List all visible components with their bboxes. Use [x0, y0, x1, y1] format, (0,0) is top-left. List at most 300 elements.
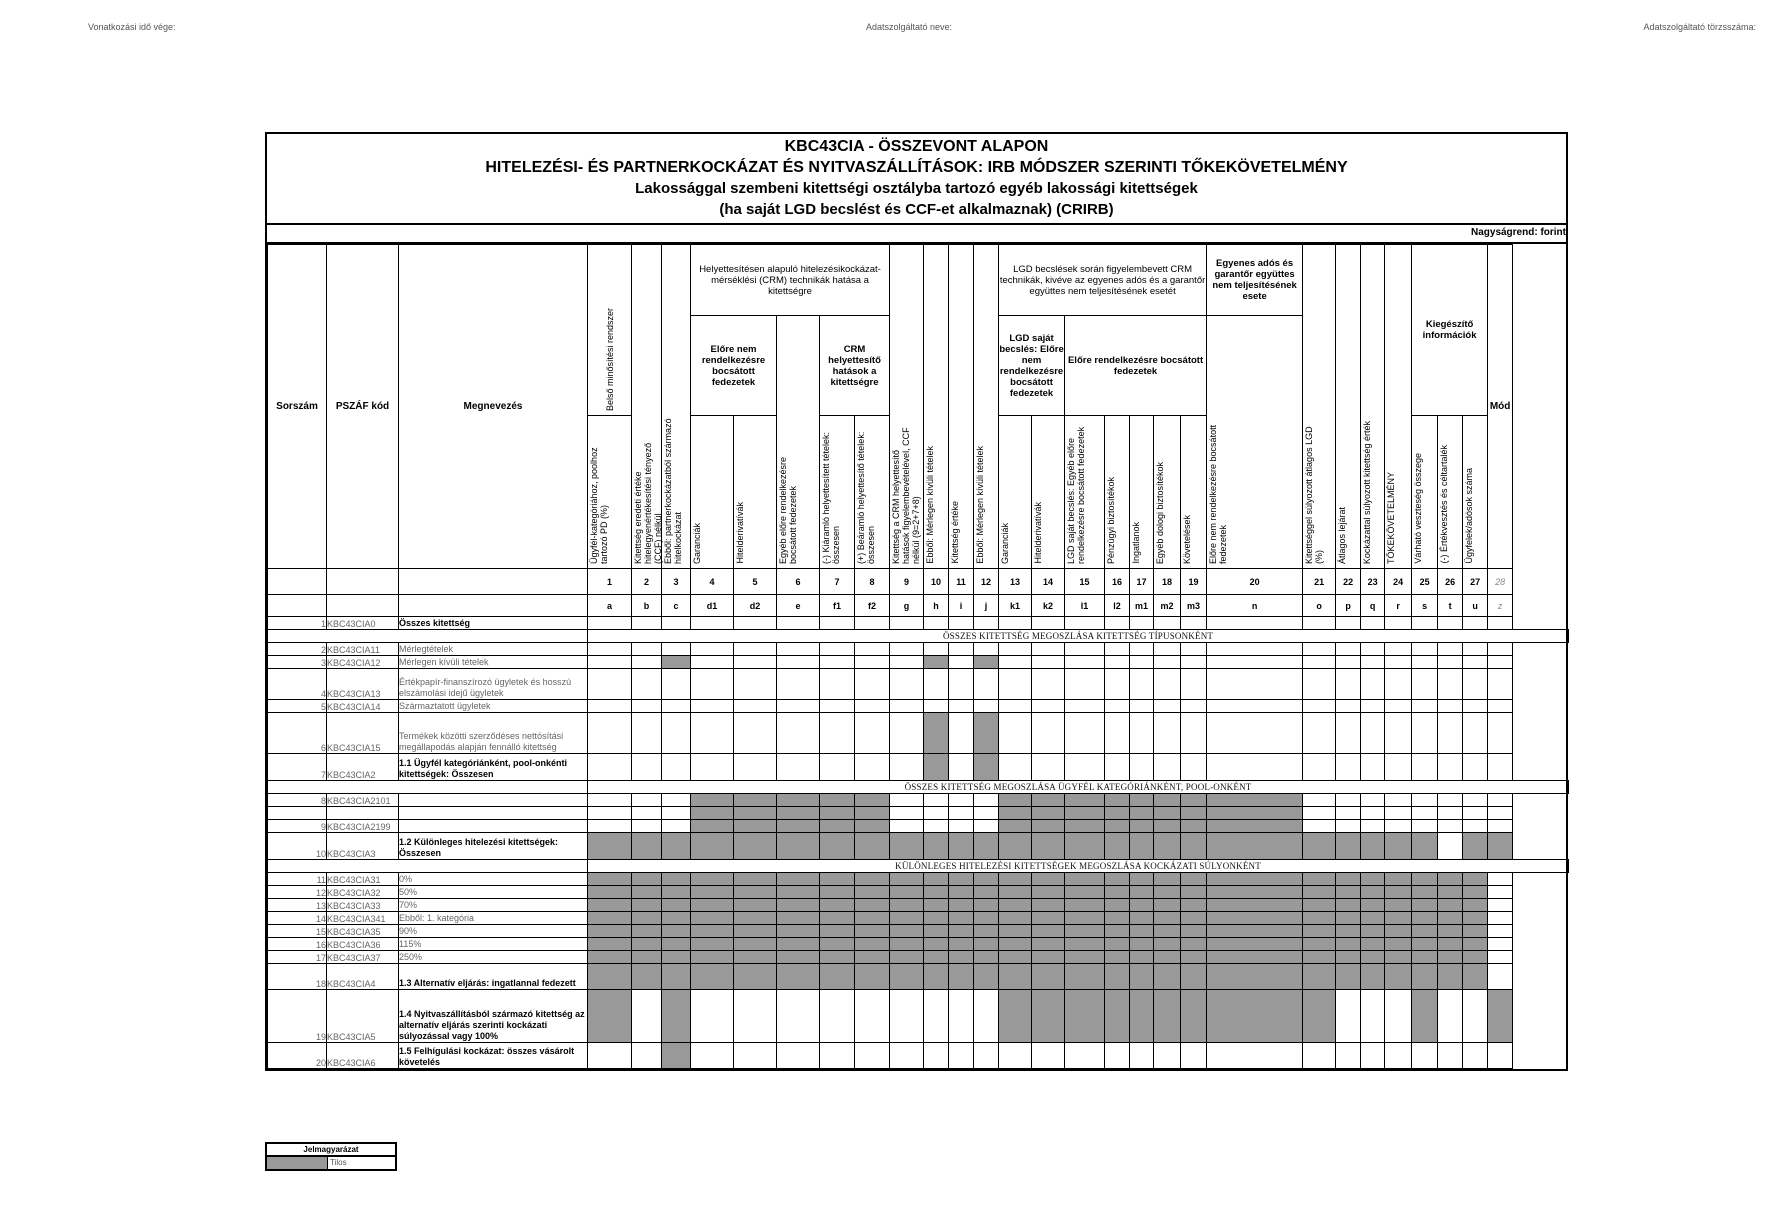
input-cell[interactable] — [1181, 713, 1207, 754]
input-cell[interactable] — [1154, 1043, 1181, 1069]
input-cell[interactable] — [855, 617, 890, 630]
input-cell[interactable] — [1361, 794, 1385, 807]
input-cell[interactable] — [820, 700, 855, 713]
input-cell[interactable] — [1130, 1043, 1154, 1069]
input-cell[interactable] — [1065, 754, 1105, 781]
input-cell[interactable] — [1181, 656, 1207, 669]
input-cell[interactable] — [890, 713, 924, 754]
forbidden-cell — [1361, 833, 1385, 860]
input-cell[interactable] — [777, 656, 820, 669]
input-cell[interactable] — [734, 713, 777, 754]
input-cell[interactable] — [1181, 669, 1207, 700]
input-cell[interactable] — [662, 807, 691, 820]
input-cell[interactable] — [1463, 807, 1488, 820]
input-cell[interactable] — [588, 820, 632, 833]
input-cell[interactable] — [1412, 643, 1438, 656]
input-cell[interactable] — [1438, 656, 1463, 669]
input-cell[interactable] — [632, 617, 662, 630]
input-cell[interactable] — [777, 1043, 820, 1069]
input-cell[interactable] — [820, 754, 855, 781]
input-cell[interactable] — [855, 990, 890, 1043]
input-cell[interactable] — [1438, 990, 1463, 1043]
input-cell[interactable] — [890, 754, 924, 781]
input-cell[interactable] — [1488, 656, 1513, 669]
input-cell[interactable] — [662, 754, 691, 781]
input-cell[interactable] — [1065, 656, 1105, 669]
input-cell[interactable] — [1438, 807, 1463, 820]
input-cell[interactable] — [1303, 794, 1336, 807]
input-cell[interactable] — [662, 820, 691, 833]
input-cell[interactable] — [691, 643, 734, 656]
input-cell[interactable] — [1336, 669, 1361, 700]
input-cell[interactable] — [1336, 990, 1361, 1043]
input-cell[interactable] — [1105, 1043, 1130, 1069]
input-cell[interactable] — [1438, 643, 1463, 656]
forbidden-cell — [855, 820, 890, 833]
input-cell[interactable] — [924, 990, 949, 1043]
input-cell[interactable] — [588, 643, 632, 656]
input-cell[interactable] — [949, 617, 974, 630]
input-cell[interactable] — [1385, 807, 1412, 820]
input-cell[interactable] — [855, 669, 890, 700]
input-cell[interactable] — [777, 990, 820, 1043]
input-cell[interactable] — [999, 1043, 1032, 1069]
input-cell[interactable] — [820, 990, 855, 1043]
input-cell[interactable] — [588, 807, 632, 820]
input-cell[interactable] — [1154, 669, 1181, 700]
input-cell[interactable] — [1105, 669, 1130, 700]
input-cell[interactable] — [1488, 617, 1513, 630]
input-cell[interactable] — [820, 1043, 855, 1069]
input-cell[interactable] — [974, 990, 999, 1043]
input-cell[interactable] — [632, 669, 662, 700]
input-cell[interactable] — [1154, 713, 1181, 754]
input-cell[interactable] — [1336, 713, 1361, 754]
input-cell[interactable] — [820, 617, 855, 630]
input-cell[interactable] — [1488, 938, 1513, 951]
input-cell[interactable] — [924, 1043, 949, 1069]
input-cell[interactable] — [890, 656, 924, 669]
input-cell[interactable] — [691, 700, 734, 713]
input-cell[interactable] — [1181, 617, 1207, 630]
input-cell[interactable] — [1412, 820, 1438, 833]
input-cell[interactable] — [949, 1043, 974, 1069]
input-cell[interactable] — [588, 794, 632, 807]
input-cell[interactable] — [691, 656, 734, 669]
input-cell[interactable] — [1488, 964, 1513, 990]
input-cell[interactable] — [1032, 1043, 1065, 1069]
input-cell[interactable] — [734, 656, 777, 669]
input-cell[interactable] — [1412, 754, 1438, 781]
input-cell[interactable] — [1336, 807, 1361, 820]
input-cell[interactable] — [820, 643, 855, 656]
input-cell[interactable] — [632, 807, 662, 820]
input-cell[interactable] — [734, 643, 777, 656]
column-number: 3 — [662, 569, 691, 595]
input-cell[interactable] — [1303, 1043, 1336, 1069]
input-cell[interactable] — [1105, 643, 1130, 656]
input-cell[interactable] — [1438, 794, 1463, 807]
input-cell[interactable] — [734, 617, 777, 630]
input-cell[interactable] — [974, 1043, 999, 1069]
input-cell[interactable] — [1412, 1043, 1438, 1069]
input-cell[interactable] — [734, 669, 777, 700]
input-cell[interactable] — [974, 700, 999, 713]
input-cell[interactable] — [1105, 617, 1130, 630]
input-cell[interactable] — [1361, 656, 1385, 669]
input-cell[interactable] — [1361, 990, 1385, 1043]
input-cell[interactable] — [1032, 754, 1065, 781]
column-letter: a — [588, 595, 632, 617]
input-cell[interactable] — [1412, 794, 1438, 807]
input-cell[interactable] — [1438, 700, 1463, 713]
input-cell[interactable] — [1438, 820, 1463, 833]
forbidden-cell — [1065, 899, 1105, 912]
input-cell[interactable] — [1105, 754, 1130, 781]
input-cell[interactable] — [1207, 754, 1303, 781]
input-cell[interactable] — [734, 700, 777, 713]
input-cell[interactable] — [1438, 617, 1463, 630]
input-cell[interactable] — [1303, 754, 1336, 781]
input-cell[interactable] — [1130, 713, 1154, 754]
input-cell[interactable] — [855, 754, 890, 781]
input-cell[interactable] — [924, 820, 949, 833]
input-cell[interactable] — [1303, 713, 1336, 754]
input-cell[interactable] — [1032, 700, 1065, 713]
input-cell[interactable] — [1336, 754, 1361, 781]
input-cell[interactable] — [924, 807, 949, 820]
input-cell[interactable] — [1412, 807, 1438, 820]
input-cell[interactable] — [1032, 713, 1065, 754]
input-cell[interactable] — [632, 754, 662, 781]
input-cell[interactable] — [999, 669, 1032, 700]
input-cell[interactable] — [1105, 713, 1130, 754]
input-cell[interactable] — [1181, 643, 1207, 656]
input-cell[interactable] — [1303, 617, 1336, 630]
input-cell[interactable] — [1154, 700, 1181, 713]
input-cell[interactable] — [974, 820, 999, 833]
input-cell[interactable] — [1105, 700, 1130, 713]
input-cell[interactable] — [890, 1043, 924, 1069]
input-cell[interactable] — [1105, 656, 1130, 669]
input-cell[interactable] — [1438, 669, 1463, 700]
input-cell[interactable] — [1032, 669, 1065, 700]
input-cell[interactable] — [691, 617, 734, 630]
input-cell[interactable] — [1181, 754, 1207, 781]
input-cell[interactable] — [1336, 643, 1361, 656]
input-cell[interactable] — [1207, 669, 1303, 700]
input-cell[interactable] — [1438, 1043, 1463, 1069]
input-cell[interactable] — [1065, 700, 1105, 713]
input-cell[interactable] — [999, 643, 1032, 656]
input-cell[interactable] — [924, 617, 949, 630]
input-cell[interactable] — [1130, 617, 1154, 630]
input-cell[interactable] — [588, 754, 632, 781]
input-cell[interactable] — [1154, 656, 1181, 669]
input-cell[interactable] — [588, 1043, 632, 1069]
input-cell[interactable] — [949, 990, 974, 1043]
input-cell[interactable] — [734, 990, 777, 1043]
input-cell[interactable] — [890, 617, 924, 630]
input-cell[interactable] — [662, 713, 691, 754]
input-cell[interactable] — [632, 990, 662, 1043]
input-cell[interactable] — [1463, 990, 1488, 1043]
input-cell[interactable] — [1336, 820, 1361, 833]
input-cell[interactable] — [1385, 754, 1412, 781]
input-cell[interactable] — [1361, 617, 1385, 630]
input-cell[interactable] — [1303, 807, 1336, 820]
input-cell[interactable] — [632, 794, 662, 807]
input-cell[interactable] — [999, 713, 1032, 754]
input-cell[interactable] — [949, 713, 974, 754]
input-cell[interactable] — [1488, 886, 1513, 899]
input-cell[interactable] — [1488, 951, 1513, 964]
input-cell[interactable] — [1361, 643, 1385, 656]
input-cell[interactable] — [1361, 700, 1385, 713]
input-cell[interactable] — [949, 754, 974, 781]
input-cell[interactable] — [1207, 700, 1303, 713]
input-cell[interactable] — [662, 617, 691, 630]
input-cell[interactable] — [1463, 656, 1488, 669]
input-cell[interactable] — [1463, 669, 1488, 700]
input-cell[interactable] — [1488, 899, 1513, 912]
input-cell[interactable] — [588, 617, 632, 630]
input-cell[interactable] — [820, 713, 855, 754]
input-cell[interactable] — [1207, 713, 1303, 754]
forbidden-cell — [1385, 964, 1412, 990]
input-cell[interactable] — [1032, 643, 1065, 656]
input-cell[interactable] — [1065, 643, 1105, 656]
input-cell[interactable] — [1463, 794, 1488, 807]
input-cell[interactable] — [1032, 617, 1065, 630]
input-cell[interactable] — [1412, 656, 1438, 669]
input-cell[interactable] — [1032, 656, 1065, 669]
input-cell[interactable] — [855, 1043, 890, 1069]
input-cell[interactable] — [1385, 700, 1412, 713]
input-cell[interactable] — [734, 754, 777, 781]
input-cell[interactable] — [1385, 669, 1412, 700]
input-cell[interactable] — [949, 820, 974, 833]
input-cell[interactable] — [691, 990, 734, 1043]
input-cell[interactable] — [820, 656, 855, 669]
input-cell[interactable] — [1412, 617, 1438, 630]
input-cell[interactable] — [1463, 617, 1488, 630]
input-cell[interactable] — [1385, 656, 1412, 669]
column-letter: f1 — [820, 595, 855, 617]
input-cell[interactable] — [890, 990, 924, 1043]
input-cell[interactable] — [1303, 700, 1336, 713]
input-cell[interactable] — [691, 669, 734, 700]
input-cell[interactable] — [734, 1043, 777, 1069]
input-cell[interactable] — [1488, 873, 1513, 886]
input-cell[interactable] — [1130, 643, 1154, 656]
input-cell[interactable] — [890, 700, 924, 713]
input-cell[interactable] — [974, 643, 999, 656]
input-cell[interactable] — [1488, 807, 1513, 820]
input-cell[interactable] — [632, 713, 662, 754]
input-cell[interactable] — [1361, 713, 1385, 754]
input-cell[interactable] — [1303, 820, 1336, 833]
input-cell[interactable] — [632, 1043, 662, 1069]
input-cell[interactable] — [1463, 700, 1488, 713]
input-cell[interactable] — [777, 713, 820, 754]
input-cell[interactable] — [632, 643, 662, 656]
input-cell[interactable] — [820, 669, 855, 700]
input-cell[interactable] — [1336, 656, 1361, 669]
input-cell[interactable] — [855, 700, 890, 713]
input-cell[interactable] — [588, 700, 632, 713]
input-cell[interactable] — [924, 700, 949, 713]
input-cell[interactable] — [588, 669, 632, 700]
input-cell[interactable] — [777, 754, 820, 781]
input-cell[interactable] — [1130, 754, 1154, 781]
input-cell[interactable] — [662, 643, 691, 656]
input-cell[interactable] — [1412, 669, 1438, 700]
input-cell[interactable] — [974, 617, 999, 630]
input-cell[interactable] — [691, 713, 734, 754]
input-cell[interactable] — [1181, 700, 1207, 713]
input-cell[interactable] — [588, 656, 632, 669]
input-cell[interactable] — [1303, 656, 1336, 669]
input-cell[interactable] — [949, 669, 974, 700]
input-cell[interactable] — [1488, 912, 1513, 925]
input-cell[interactable] — [999, 700, 1032, 713]
row-number: 8 — [268, 794, 327, 807]
input-cell[interactable] — [949, 700, 974, 713]
input-cell[interactable] — [1207, 617, 1303, 630]
input-cell[interactable] — [855, 713, 890, 754]
input-cell[interactable] — [1438, 713, 1463, 754]
input-cell[interactable] — [974, 669, 999, 700]
input-cell[interactable] — [1463, 754, 1488, 781]
input-cell[interactable] — [949, 794, 974, 807]
input-cell[interactable] — [1065, 617, 1105, 630]
input-cell[interactable] — [1065, 669, 1105, 700]
input-cell[interactable] — [949, 656, 974, 669]
input-cell[interactable] — [1385, 713, 1412, 754]
input-cell[interactable] — [855, 643, 890, 656]
input-cell[interactable] — [1361, 1043, 1385, 1069]
input-cell[interactable] — [1488, 643, 1513, 656]
input-cell[interactable] — [924, 669, 949, 700]
input-cell[interactable] — [1385, 643, 1412, 656]
input-cell[interactable] — [974, 807, 999, 820]
input-cell[interactable] — [1438, 754, 1463, 781]
input-cell[interactable] — [1303, 643, 1336, 656]
input-cell[interactable] — [1154, 617, 1181, 630]
input-cell[interactable] — [1385, 794, 1412, 807]
input-cell[interactable] — [1065, 713, 1105, 754]
input-cell[interactable] — [1488, 820, 1513, 833]
input-cell[interactable] — [949, 807, 974, 820]
input-cell[interactable] — [890, 820, 924, 833]
input-cell[interactable] — [1463, 643, 1488, 656]
input-cell[interactable] — [1207, 1043, 1303, 1069]
input-cell[interactable] — [1130, 656, 1154, 669]
input-cell[interactable] — [691, 1043, 734, 1069]
input-cell[interactable] — [1385, 1043, 1412, 1069]
input-cell[interactable] — [1361, 820, 1385, 833]
input-cell[interactable] — [632, 700, 662, 713]
input-cell[interactable] — [1207, 656, 1303, 669]
input-cell[interactable] — [1488, 713, 1513, 754]
input-cell[interactable] — [691, 754, 734, 781]
input-cell[interactable] — [662, 669, 691, 700]
input-cell[interactable] — [1412, 713, 1438, 754]
input-cell[interactable] — [1488, 1043, 1513, 1069]
input-cell[interactable] — [890, 794, 924, 807]
header-col-27: Ügyfelek/adósok száma — [1463, 416, 1488, 569]
input-cell[interactable] — [1154, 643, 1181, 656]
input-cell[interactable] — [1412, 700, 1438, 713]
input-cell[interactable] — [1336, 617, 1361, 630]
input-cell[interactable] — [777, 700, 820, 713]
input-cell[interactable] — [1303, 669, 1336, 700]
input-cell[interactable] — [999, 754, 1032, 781]
input-cell[interactable] — [890, 807, 924, 820]
input-cell[interactable] — [632, 656, 662, 669]
input-cell[interactable] — [1207, 643, 1303, 656]
input-cell[interactable] — [855, 656, 890, 669]
input-cell[interactable] — [1154, 754, 1181, 781]
input-cell[interactable] — [1385, 820, 1412, 833]
input-cell[interactable] — [974, 794, 999, 807]
input-cell[interactable] — [1336, 794, 1361, 807]
input-cell[interactable] — [924, 794, 949, 807]
forbidden-cell — [1303, 886, 1336, 899]
input-cell[interactable] — [1463, 713, 1488, 754]
input-cell[interactable] — [588, 713, 632, 754]
input-cell[interactable] — [999, 617, 1032, 630]
input-cell[interactable] — [632, 820, 662, 833]
input-cell[interactable] — [1361, 754, 1385, 781]
input-cell[interactable] — [1065, 1043, 1105, 1069]
input-cell[interactable] — [1130, 700, 1154, 713]
input-cell[interactable] — [1336, 700, 1361, 713]
input-cell[interactable] — [1181, 1043, 1207, 1069]
input-cell[interactable] — [1361, 807, 1385, 820]
input-cell[interactable] — [1463, 820, 1488, 833]
input-cell[interactable] — [777, 617, 820, 630]
input-cell[interactable] — [1488, 754, 1513, 781]
input-cell[interactable] — [1385, 617, 1412, 630]
input-cell[interactable] — [777, 669, 820, 700]
input-cell[interactable] — [890, 643, 924, 656]
input-cell[interactable] — [1336, 1043, 1361, 1069]
forbidden-cell — [1154, 938, 1181, 951]
input-cell[interactable] — [1488, 700, 1513, 713]
input-cell[interactable] — [890, 669, 924, 700]
input-cell[interactable] — [1438, 833, 1463, 860]
input-cell[interactable] — [662, 700, 691, 713]
row-description: 1.3 Alternatív eljárás: ingatlannal fedezett — [399, 964, 588, 990]
input-cell[interactable] — [1361, 669, 1385, 700]
forbidden-cell — [924, 656, 949, 669]
input-cell[interactable] — [777, 643, 820, 656]
input-cell[interactable] — [1385, 990, 1412, 1043]
input-cell[interactable] — [662, 794, 691, 807]
header-col-22: Átlagos lejárat — [1336, 245, 1361, 569]
row-description: Értékpapír-finanszírozó ügyletek és hosszú elszámolási idejű ügyletek — [399, 669, 588, 700]
input-cell[interactable] — [949, 643, 974, 656]
input-cell[interactable] — [1488, 669, 1513, 700]
input-cell[interactable] — [924, 643, 949, 656]
input-cell[interactable] — [1463, 1043, 1488, 1069]
input-cell[interactable] — [1488, 794, 1513, 807]
input-cell[interactable] — [999, 656, 1032, 669]
input-cell[interactable] — [1130, 669, 1154, 700]
input-cell[interactable] — [1488, 925, 1513, 938]
